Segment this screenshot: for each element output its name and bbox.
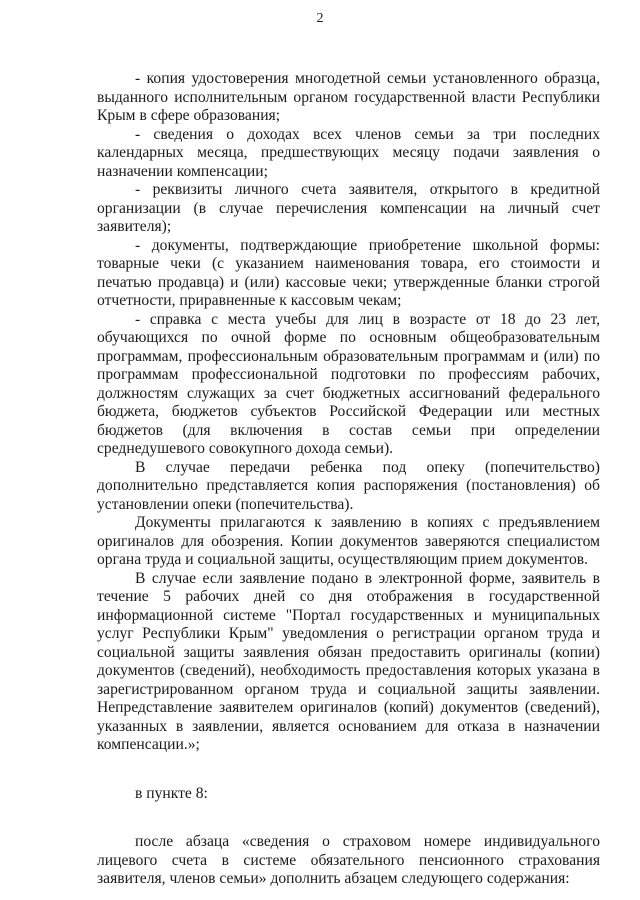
paragraph-copies-attached: Документы прилагаются к заявлению в копиях с предъявлением оригиналов для обозрения. Копии документов заверяются специалистом органа труда и социальной защиты, осуществляющим прием документов. — [97, 514, 600, 568]
paragraph-account-details: - реквизиты личного счета заявителя, открытого в кредитной организации (в случае перечисления компенсации на личный счет заявителя); — [97, 181, 600, 235]
paragraph-income-info: - сведения о доходах всех членов семьи за три последних календарных месяца, предшествующих месяцу подачи заявления о назначении компенсации; — [97, 125, 600, 180]
paragraph-addition: после абзаца «сведения о страховом номере индивидуального лицевого счета в системе обязательного пенсионного страхования заявителя, членов семьи» дополнить абзацем следующего содержания: — [97, 833, 600, 887]
paragraph-electronic-form: В случае если заявление подано в электронной форме, заявитель в течение 5 рабочих дней со дня отображения в государственной информационной системе "Портал государственных и муниципальных услуг Республики Крым" уведомления о регистрации органом труда и социальной защиты заявления обязан предоставить оригиналы (копии) документов (сведений), необходимость предоставления которых указана в зарегистрированном органом труда и социальной защиты заявлении. Непредставление заявителем оригиналов (копий) документов (сведений), указанных в заявлении, является основанием для отказа в назначении компенсации.»; — [97, 569, 600, 753]
page-number: 2 — [316, 11, 324, 26]
document-body — [97, 70, 600, 889]
paragraph-clause-8: в пункте 8: — [135, 784, 208, 802]
paragraph-guardianship: В случае передачи ребенка под опеку (попечительство) дополнительно представляется копия распоряжения (постановления) об установлении опеки (попечительства). — [97, 458, 600, 513]
paragraph-study-certificate: - справка с места учебы для лиц в возрасте от 18 до 23 лет, обучающихся по очной форме по основным общеобразовательным программам, профессиональным образовательным программам и (или) по программам профессиональной подготовки по профессиям рабочих, должностям служащих за счет бюджетных ассигнований федерального бюджета, бюджетов субъектов Российской Федерации или местных бюджетов (для включения в состав семьи при определении среднедушевого совокупного дохода семьи). — [97, 310, 600, 457]
paragraph-certificate-copy: - копия удостоверения многодетной семьи установленного образца, выданного исполнительным органом государственной власти Республики Крым в сфере образования; — [97, 70, 600, 124]
paragraph-purchase-documents: - документы, подтверждающие приобретение школьной формы: товарные чеки (с указанием наименования товара, его стоимости и печатью продавца) и (или) кассовые чеки; утвержденные бланки строгой отчетности, приравненные к кассовым чекам; — [97, 236, 600, 309]
